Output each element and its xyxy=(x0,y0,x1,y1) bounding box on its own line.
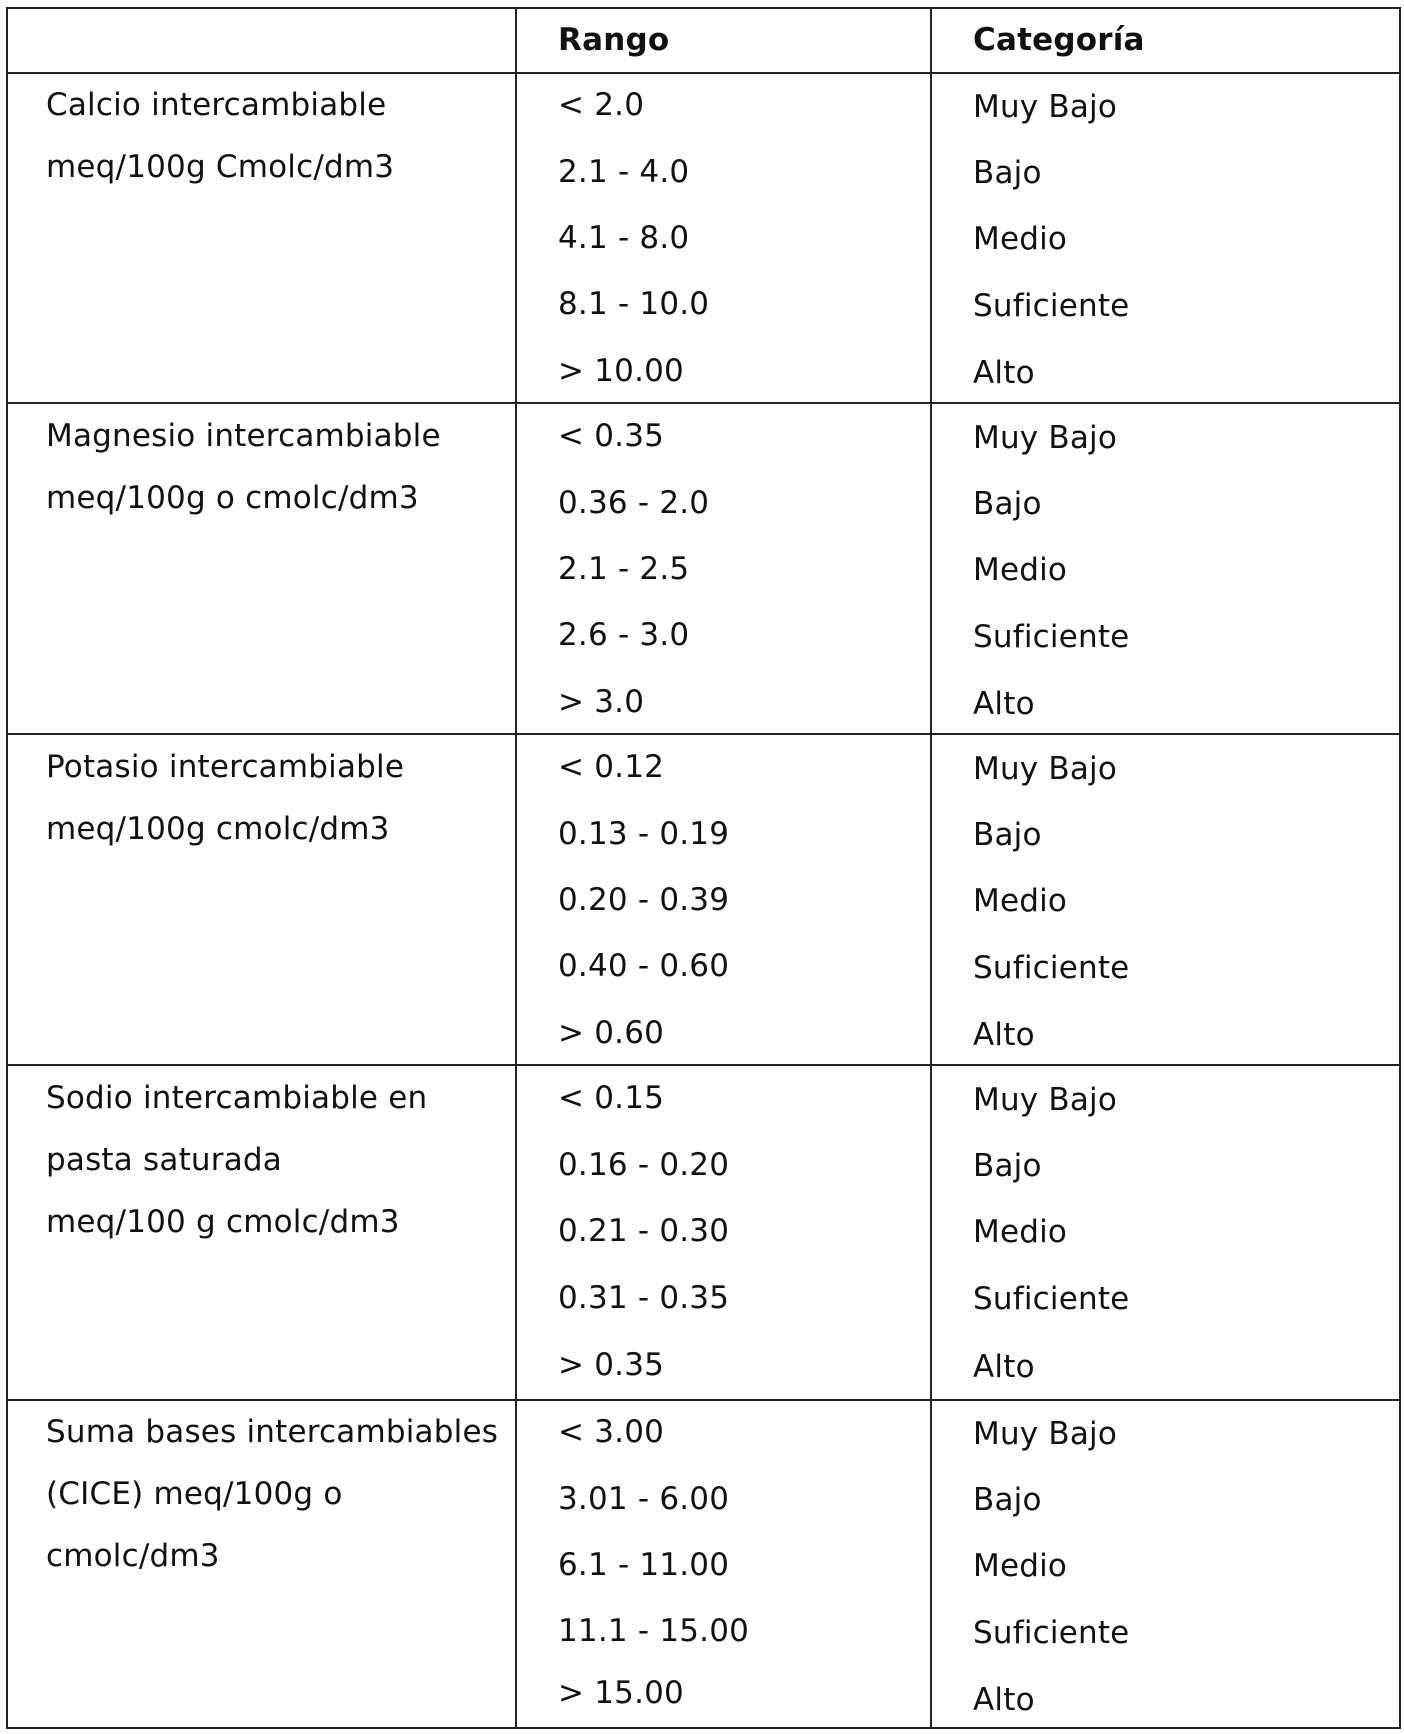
group-2-label-line-2: meq/100g o cmolc/dm3 xyxy=(46,480,419,516)
group-5-range-2: 3.01 - 6.00 xyxy=(558,1481,730,1517)
group-1-range-4: 8.1 - 10.0 xyxy=(558,286,710,322)
group-3-category-5: Alto xyxy=(973,1017,1035,1053)
group-1-category-5: Alto xyxy=(973,355,1035,391)
group-3-range-4: 0.40 - 0.60 xyxy=(558,948,730,984)
group-divider-4 xyxy=(8,1399,1399,1401)
group-5-range-1: < 3.00 xyxy=(558,1414,665,1450)
group-4-label-line-3: meq/100 g cmolc/dm3 xyxy=(46,1204,400,1240)
column-divider-1 xyxy=(515,9,517,1727)
group-5-category-4: Suficiente xyxy=(973,1615,1130,1651)
group-4-category-5: Alto xyxy=(973,1349,1035,1385)
group-1-range-5: > 10.00 xyxy=(558,353,684,389)
category-header: Categoría xyxy=(973,22,1145,58)
group-2-range-5: > 3.0 xyxy=(558,684,645,720)
range-header: Rango xyxy=(558,22,670,58)
group-4-category-2: Bajo xyxy=(973,1148,1042,1184)
group-5-range-3: 6.1 - 11.00 xyxy=(558,1547,730,1583)
group-4-category-3: Medio xyxy=(973,1214,1068,1250)
column-divider-2 xyxy=(930,9,932,1727)
group-5-label-line-3: cmolc/dm3 xyxy=(46,1538,220,1574)
group-1-label-line-2: meq/100g Cmolc/dm3 xyxy=(46,149,395,185)
group-1-range-1: < 2.0 xyxy=(558,87,645,123)
group-4-range-2: 0.16 - 0.20 xyxy=(558,1147,730,1183)
group-divider-2 xyxy=(8,733,1399,735)
group-divider-1 xyxy=(8,402,1399,404)
soil-bases-table xyxy=(6,7,1401,1729)
group-2-category-2: Bajo xyxy=(973,486,1042,522)
group-4-category-4: Suficiente xyxy=(973,1281,1130,1317)
group-3-category-3: Medio xyxy=(973,883,1068,919)
group-1-category-4: Suficiente xyxy=(973,288,1130,324)
group-2-category-3: Medio xyxy=(973,552,1068,588)
group-2-category-1: Muy Bajo xyxy=(973,420,1118,456)
group-4-range-1: < 0.15 xyxy=(558,1080,665,1116)
group-1-label-line-1: Calcio intercambiable xyxy=(46,87,387,123)
group-1-range-2: 2.1 - 4.0 xyxy=(558,154,690,190)
group-2-category-4: Suficiente xyxy=(973,619,1130,655)
group-divider-3 xyxy=(8,1064,1399,1066)
group-2-category-5: Alto xyxy=(973,686,1035,722)
group-1-category-3: Medio xyxy=(973,221,1068,257)
group-5-category-3: Medio xyxy=(973,1548,1068,1584)
group-5-category-5: Alto xyxy=(973,1682,1035,1718)
group-3-range-3: 0.20 - 0.39 xyxy=(558,882,730,918)
group-2-range-3: 2.1 - 2.5 xyxy=(558,551,690,587)
group-3-category-2: Bajo xyxy=(973,817,1042,853)
group-1-category-1: Muy Bajo xyxy=(973,89,1118,125)
group-5-category-1: Muy Bajo xyxy=(973,1416,1118,1452)
group-5-range-5: > 15.00 xyxy=(558,1675,684,1711)
group-4-range-4: 0.31 - 0.35 xyxy=(558,1280,730,1316)
group-3-range-5: > 0.60 xyxy=(558,1015,665,1051)
group-5-label-line-2: (CICE) meq/100g o xyxy=(46,1476,343,1512)
group-4-category-1: Muy Bajo xyxy=(973,1082,1118,1118)
group-4-label-line-1: Sodio intercambiable en xyxy=(46,1080,428,1116)
group-4-range-5: > 0.35 xyxy=(558,1347,665,1383)
group-3-label-line-2: meq/100g cmolc/dm3 xyxy=(46,811,390,847)
group-2-range-1: < 0.35 xyxy=(558,418,665,454)
group-4-range-3: 0.21 - 0.30 xyxy=(558,1213,730,1249)
group-2-range-4: 2.6 - 3.0 xyxy=(558,617,690,653)
group-1-range-3: 4.1 - 8.0 xyxy=(558,220,690,256)
group-2-range-2: 0.36 - 2.0 xyxy=(558,485,710,521)
group-3-category-1: Muy Bajo xyxy=(973,751,1118,787)
group-5-label-line-1: Suma bases intercambiables xyxy=(46,1414,499,1450)
group-4-label-line-2: pasta saturada xyxy=(46,1142,282,1178)
group-2-label-line-1: Magnesio intercambiable xyxy=(46,418,441,454)
group-3-range-2: 0.13 - 0.19 xyxy=(558,816,730,852)
group-3-label-line-1: Potasio intercambiable xyxy=(46,749,405,785)
group-5-range-4: 11.1 - 15.00 xyxy=(558,1613,750,1649)
group-3-category-4: Suficiente xyxy=(973,950,1130,986)
header-divider xyxy=(8,72,1399,74)
group-5-category-2: Bajo xyxy=(973,1482,1042,1518)
group-3-range-1: < 0.12 xyxy=(558,749,665,785)
group-1-category-2: Bajo xyxy=(973,155,1042,191)
